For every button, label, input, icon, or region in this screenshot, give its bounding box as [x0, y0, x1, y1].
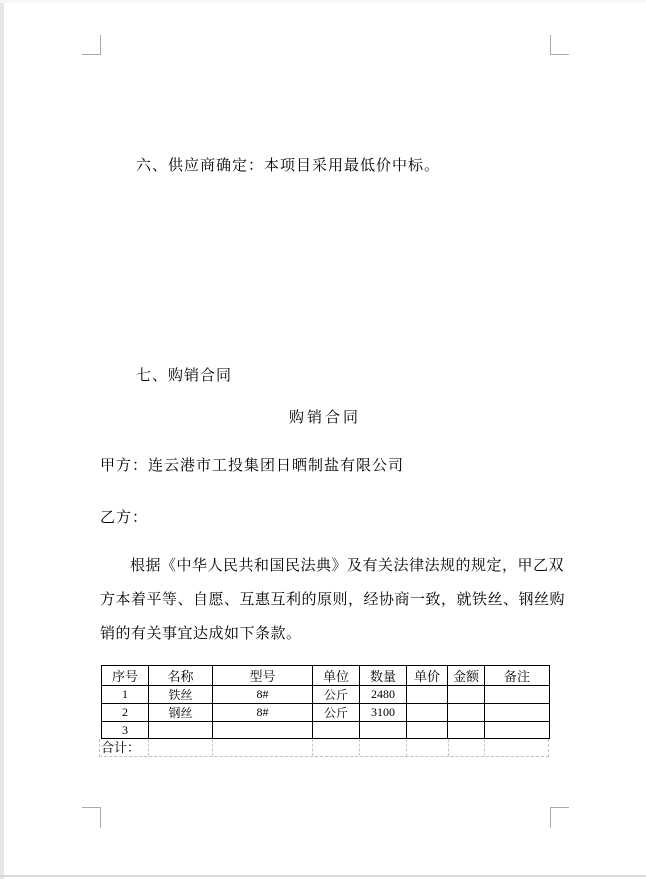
table-cell[interactable]: 3100	[360, 704, 407, 722]
table-cell[interactable]	[448, 704, 485, 722]
table-cell[interactable]	[448, 686, 485, 704]
table-cell[interactable]	[360, 722, 407, 739]
gridline-separator	[312, 739, 313, 756]
table-cell[interactable]	[448, 722, 485, 739]
viewer-left-edge	[0, 0, 4, 879]
party-a-line[interactable]: 甲方：连云港市工投集团日晒制盐有限公司	[100, 458, 405, 474]
margin-mark-bottom-right	[550, 807, 569, 828]
gridline-separator	[212, 739, 213, 756]
col-header-price[interactable]: 单价	[407, 666, 448, 686]
total-label[interactable]: 合计：	[101, 740, 141, 755]
table-cell[interactable]: 8#	[213, 704, 313, 722]
col-header-amount[interactable]: 金额	[448, 666, 485, 686]
margin-mark-top-right	[550, 35, 569, 55]
items-table	[101, 665, 550, 739]
table-cell[interactable]: 铁丝	[149, 686, 213, 704]
gridline-separator	[484, 739, 485, 756]
intro-line-1[interactable]: 根据《中华人民共和国民法典》及有关法律法规的规定，甲乙双	[130, 558, 565, 574]
table-cell[interactable]	[313, 722, 360, 739]
table-total-row[interactable]	[99, 739, 549, 757]
intro-line-2[interactable]: 方本着平等、自愿、互惠互利的原则，经协商一致，就铁丝、钢丝购	[100, 592, 566, 608]
table-cell[interactable]: 3	[102, 722, 149, 739]
col-header-unit[interactable]: 单位	[313, 666, 360, 686]
viewer-top-edge	[0, 0, 646, 3]
items-table-wrap	[99, 665, 549, 757]
gridline-separator	[406, 739, 407, 756]
table-cell[interactable]	[485, 722, 550, 739]
intro-paragraph[interactable]	[100, 549, 566, 651]
table-cell[interactable]: 2	[102, 704, 149, 722]
col-header-model[interactable]: 型号	[213, 666, 313, 686]
table-header-row	[102, 666, 550, 686]
margin-mark-top-left	[82, 35, 101, 55]
col-header-remark[interactable]: 备注	[485, 666, 550, 686]
table-cell[interactable]	[213, 722, 313, 739]
table-cell[interactable]	[407, 722, 448, 739]
table-cell[interactable]	[407, 686, 448, 704]
table-cell[interactable]	[485, 704, 550, 722]
col-header-index[interactable]: 序号	[102, 666, 149, 686]
table-cell[interactable]: 钢丝	[149, 704, 213, 722]
gridline-separator	[448, 739, 449, 756]
gridline-separator	[148, 739, 149, 756]
col-header-quantity[interactable]: 数量	[360, 666, 407, 686]
table-row	[102, 686, 550, 704]
gridline-separator	[359, 739, 360, 756]
table-cell[interactable]: 公斤	[313, 686, 360, 704]
contract-title[interactable]: 购销合同	[288, 410, 361, 426]
col-header-name[interactable]: 名称	[149, 666, 213, 686]
viewer-bottom-edge	[0, 875, 646, 877]
section-six-heading[interactable]: 六、供应商确定：本项目采用最低价中标。	[136, 158, 441, 174]
table-cell[interactable]	[407, 704, 448, 722]
table-cell[interactable]: 公斤	[313, 704, 360, 722]
table-cell[interactable]	[485, 686, 550, 704]
margin-mark-bottom-left	[82, 807, 101, 828]
table-cell[interactable]: 8#	[213, 686, 313, 704]
table-cell[interactable]: 2480	[360, 686, 407, 704]
table-cell[interactable]: 1	[102, 686, 149, 704]
party-b-line[interactable]: 乙方：	[100, 510, 149, 526]
table-cell[interactable]	[149, 722, 213, 739]
section-seven-heading[interactable]: 七、购销合同	[136, 368, 233, 384]
table-row	[102, 704, 550, 722]
intro-line-3[interactable]: 销的有关事宜达成如下条款。	[100, 626, 302, 642]
table-row	[102, 722, 550, 739]
